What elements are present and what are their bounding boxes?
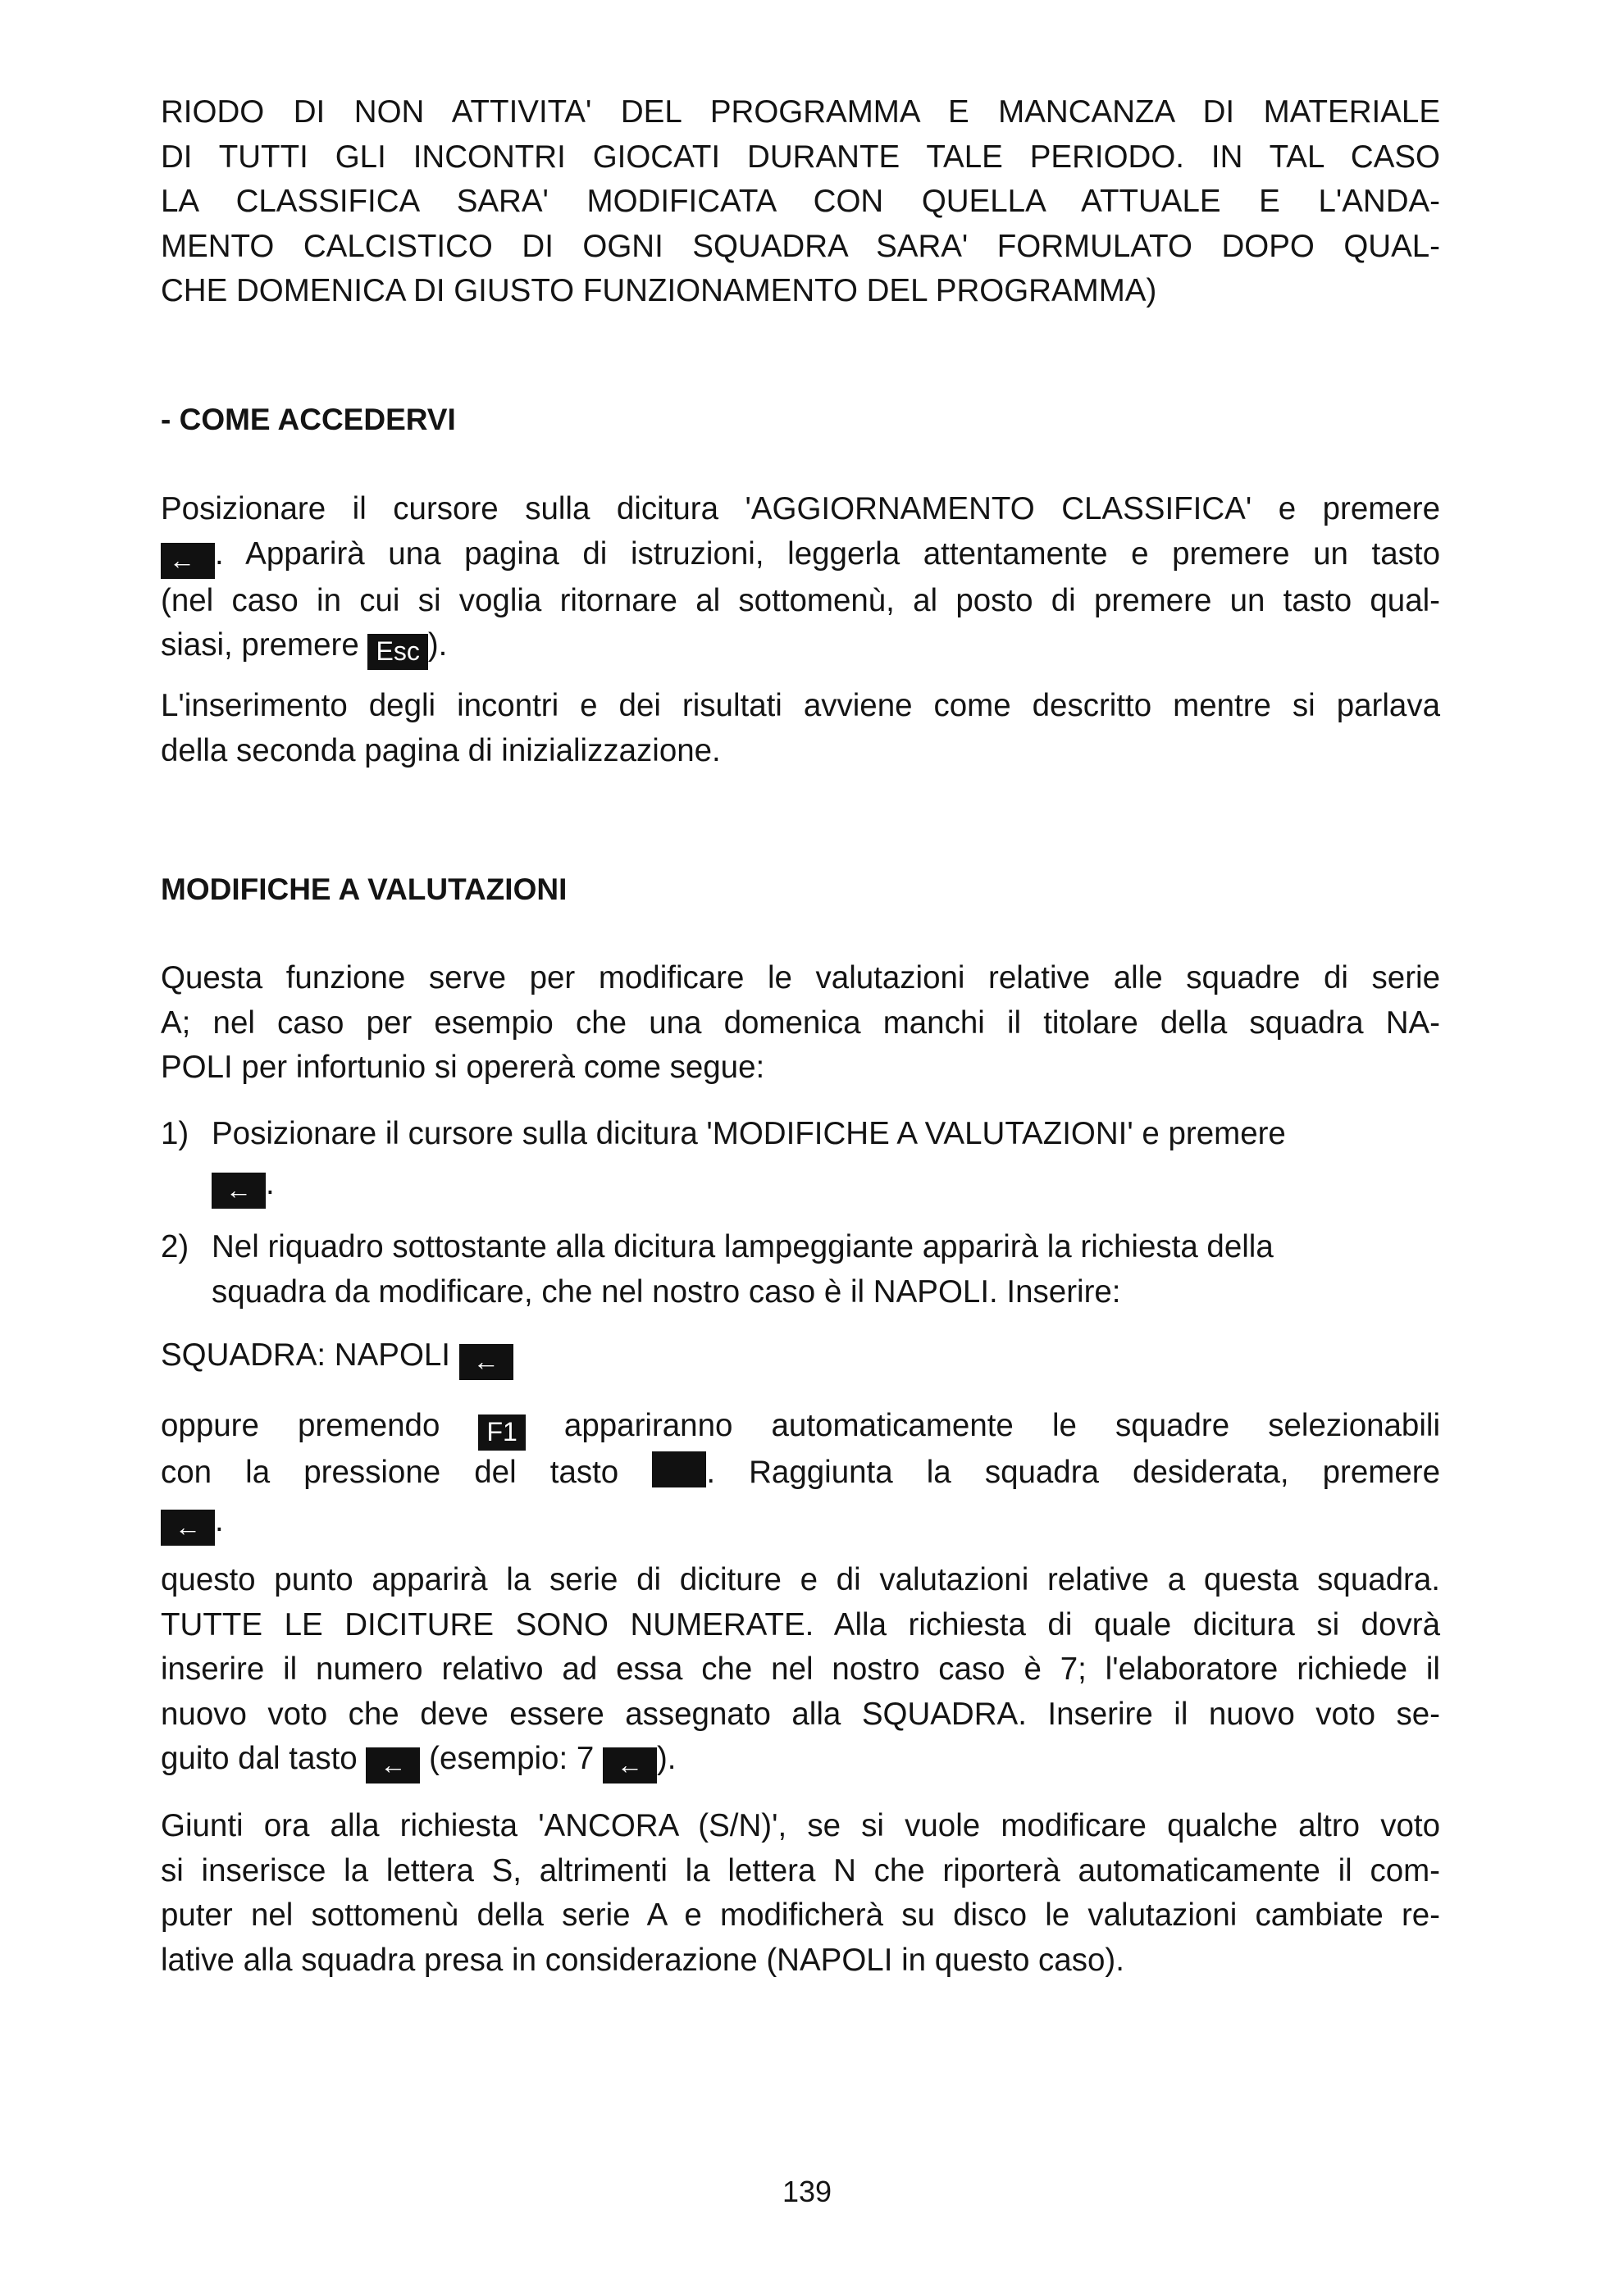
esc-key-icon: Esc [367,634,427,670]
step-2 [161,1225,1440,1314]
enter-key-icon: ← [603,1747,657,1784]
enter-key-icon: ← [161,543,215,579]
enter-key-icon: ← [161,1510,215,1546]
modifications-line: A; nel caso per esempio che una domenica manchi il titolare della squadra NA- [161,1004,1440,1041]
step-text: Nel riquadro sottostante alla dicitura lampeggiante apparirà la richiesta della [212,1229,1274,1264]
section-heading-access: - COME ACCEDERVI [161,403,456,436]
modifications-paragraph [161,956,1440,1091]
intro-line: DI TUTTI GLI INCONTRI GIOCATI DURANTE TALE PERIODO. IN TAL CASO [161,139,1440,175]
modifications-line: POLI per infortunio si opererà come segue: [161,1050,765,1085]
intro-line: MENTO CALCISTICO DI OGNI SQUADRA SARA' FORMULATO DOPO QUAL- [161,228,1440,264]
access-line: ← . Apparirà una pagina di istruzioni, leggerla attentamente e premere un tasto [161,532,1440,579]
step-text: squadra da modificare, che nel nostro caso è il NAPOLI. Inserire: [212,1273,1121,1310]
result-line: nuovo voto che deve essere assegnato alla SQUADRA. Inserire il nuovo voto se- [161,1696,1440,1732]
access-line: Posizionare il cursore sulla dicitura 'AGGIORNAMENTO CLASSIFICA' e premere [161,491,1440,526]
result-line: TUTTE LE DICITURE SONO NUMERATE. Alla richiesta di quale dicitura si dovrà [161,1606,1440,1642]
enter-key-icon: ← [212,1173,266,1209]
insert-line: della seconda pagina di inizializzazione. [161,732,721,768]
intro-line: RIODO DI NON ATTIVITA' DEL PROGRAMMA E MANCANZA DI MATERIALE [161,94,1440,130]
modifications-line: Questa funzione serve per modificare le valutazioni relative alle squadre di serie [161,960,1440,995]
final-line: puter nel sottomenù della serie A e modificherà su disco le valutazioni cambiate re- [161,1897,1440,1933]
final-line: si inserisce la lettera S, altrimenti la lettera N che riporterà automaticamente il com- [161,1852,1440,1888]
step-number: 2) [161,1229,189,1264]
result-line: inserire il numero relativo ad essa che nel nostro caso è 7; l'elaboratore richiede il [161,1651,1440,1687]
space-key-icon [652,1451,706,1487]
result-line: guito dal tasto ← (esempio: 7 ← ). [161,1737,1440,1784]
final-paragraph [161,1804,1440,1983]
insert-paragraph [161,684,1440,773]
intro-line: CHE DOMENICA DI GIUSTO FUNZIONAMENTO DEL PROGRAMMA) [161,273,1157,308]
step-text: Posizionare il cursore sulla dicitura 'MODIFICHE A VALUTAZIONI' e premere [212,1116,1286,1151]
squadra-input-example: SQUADRA: NAPOLI ← [161,1333,1440,1380]
enter-key-icon: ← [366,1747,420,1784]
access-paragraph [161,487,1440,670]
f1-paragraph: oppure premendo F1 appariranno automaticamente le squadre selezionabili con la pressione del tasto . Raggiunta la squadra desiderata, premere ← . [161,1404,1440,1546]
f1-key-icon: F1 [478,1414,525,1451]
enter-key-icon: ← [459,1344,513,1380]
step-1: 1) Posizionare il cursore sulla dicitura 'MODIFICHE A VALUTAZIONI' e premere ← . [161,1112,1440,1209]
insert-line: L'inserimento degli incontri e dei risultati avviene come descritto mentre si parlava [161,688,1440,723]
intro-paragraph [161,90,1440,314]
result-paragraph [161,1558,1440,1784]
result-line: questo punto apparirà la serie di diciture e di valutazioni relative a questa squadra. [161,1562,1440,1597]
section-heading-modifications: MODIFICHE A VALUTAZIONI [161,872,568,906]
final-line: Giunti ora alla richiesta 'ANCORA (S/N)', se si vuole modificare qualche altro voto [161,1808,1440,1843]
intro-line: LA CLASSIFICA SARA' MODIFICATA CON QUELLA ATTUALE E L'ANDA- [161,184,1440,219]
final-line: lative alla squadra presa in considerazione (NAPOLI in questo caso). [161,1942,1124,1978]
access-line: (nel caso in cui si voglia ritornare al sottomenù, al posto di premere un tasto qual- [161,582,1440,618]
step-number: 1) [161,1116,189,1151]
page-number: 139 [782,2175,832,2208]
access-line: siasi, premere Esc ). [161,623,1440,670]
